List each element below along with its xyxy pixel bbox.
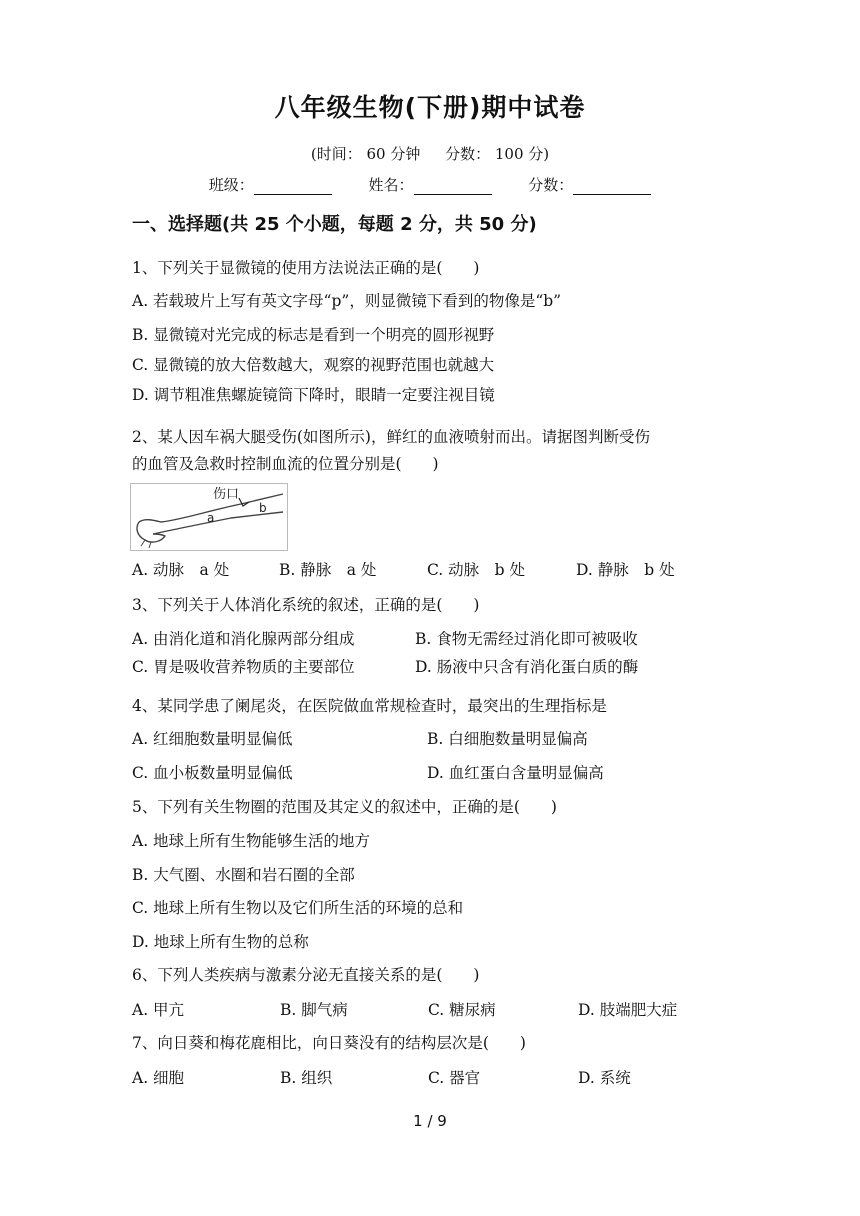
question-5-option-c: C. 地球上所有生物以及它们所生活的环境的总和 [132, 899, 464, 917]
class-blank[interactable] [254, 178, 332, 195]
question-1-option-d: D. 调节粗准焦螺旋镜筒下降时，眼睛一定要注视目镜 [132, 386, 495, 404]
wound-label: 伤口 [213, 487, 240, 502]
question-7-option-d: D. 系统 [578, 1069, 631, 1087]
question-6-stem: 6、下列人类疾病与激素分泌无直接关系的是( ) [132, 966, 480, 984]
exam-info [0, 143, 860, 164]
question-5-option-a: A. 地球上所有生物能够生活的地方 [132, 832, 371, 850]
question-7-stem: 7、向日葵和梅花鹿相比，向日葵没有的结构层次是( ) [132, 1034, 526, 1052]
student-fields [0, 174, 860, 195]
question-1-option-c: C. 显微镜的放大倍数越大，观察的视野范围也就越大 [132, 356, 495, 374]
class-field[interactable]: 班级： [209, 174, 332, 195]
question-6-option-c: C. 糖尿病 [428, 1001, 496, 1019]
question-2-option-c: C. 动脉 b 处 [427, 561, 526, 579]
question-2-option-b: B. 静脉 a 处 [279, 561, 377, 579]
question-5-stem: 5、下列有关生物圈的范围及其定义的叙述中，正确的是( ) [132, 798, 557, 816]
question-3-option-c: C. 胃是吸收营养物质的主要部位 [132, 658, 355, 676]
question-5-option-d: D. 地球上所有生物的总称 [132, 933, 309, 951]
question-2-stem: 2、某人因车祸大腿受伤(如图所示)，鲜红的血液喷射而出。请据图判断受伤 [132, 428, 650, 446]
question-4-option-a: A. 红细胞数量明显偏低 [132, 730, 293, 748]
name-blank[interactable] [414, 178, 492, 195]
section-heading: 一、选择题(共 25 个小题，每题 2 分，共 50 分) [132, 214, 537, 235]
question-3-stem: 3、下列关于人体消化系统的叙述，正确的是( ) [132, 596, 480, 614]
question-4-option-c: C. 血小板数量明显偏低 [132, 764, 293, 782]
question-2-option-d: D. 静脉 b 处 [576, 561, 675, 579]
leg-drawing [131, 484, 287, 550]
question-4-option-b: B. 白细胞数量明显偏高 [427, 730, 588, 748]
question-7-option-a: A. 细胞 [132, 1069, 185, 1087]
question-5-option-b: B. 大气圈、水圈和岩石圈的全部 [132, 866, 355, 884]
question-4-stem: 4、某同学患了阑尾炎，在医院做血常规检查时，最突出的生理指标是 [132, 697, 607, 715]
question-7-option-b: B. 组织 [280, 1069, 333, 1087]
score-blank[interactable] [573, 178, 651, 195]
question-6-option-b: B. 脚气病 [280, 1001, 348, 1019]
question-1-option-b: B. 显微镜对光完成的标志是看到一个明亮的圆形视野 [132, 326, 495, 344]
question-3-option-a: A. 由消化道和消化腺两部分组成 [132, 630, 355, 648]
page-number: 1 / 9 [413, 1112, 447, 1130]
question-4-option-d: D. 血红蛋白含量明显偏高 [427, 764, 604, 782]
label-a: a [207, 511, 215, 525]
exam-total-score: 分数： 100 分) [445, 145, 550, 163]
question-7-option-c: C. 器官 [428, 1069, 481, 1087]
question-1-stem: 1、下列关于显微镜的使用方法说法正确的是( ) [132, 259, 480, 277]
leg-injury-figure [130, 483, 288, 551]
label-b: b [259, 501, 267, 515]
question-6-option-d: D. 肢端肥大症 [578, 1001, 678, 1019]
question-2-option-a: A. 动脉 a 处 [132, 561, 230, 579]
exam-title: 八年级生物(下册)期中试卷 [274, 93, 586, 122]
score-field[interactable]: 分数： [528, 174, 651, 195]
question-6-option-a: A. 甲亢 [132, 1001, 185, 1019]
exam-time: (时间： 60 分钟 [310, 145, 421, 163]
question-1-option-a: A. 若载玻片上写有英文字母“p”，则显微镜下看到的物像是“b” [132, 292, 562, 310]
name-field[interactable]: 姓名： [368, 174, 491, 195]
question-2-stem-cont: 的血管及急救时控制血流的位置分别是( ) [132, 455, 439, 473]
question-3-option-b: B. 食物无需经过消化即可被吸收 [415, 630, 638, 648]
question-3-option-d: D. 肠液中只含有消化蛋白质的酶 [415, 658, 639, 676]
